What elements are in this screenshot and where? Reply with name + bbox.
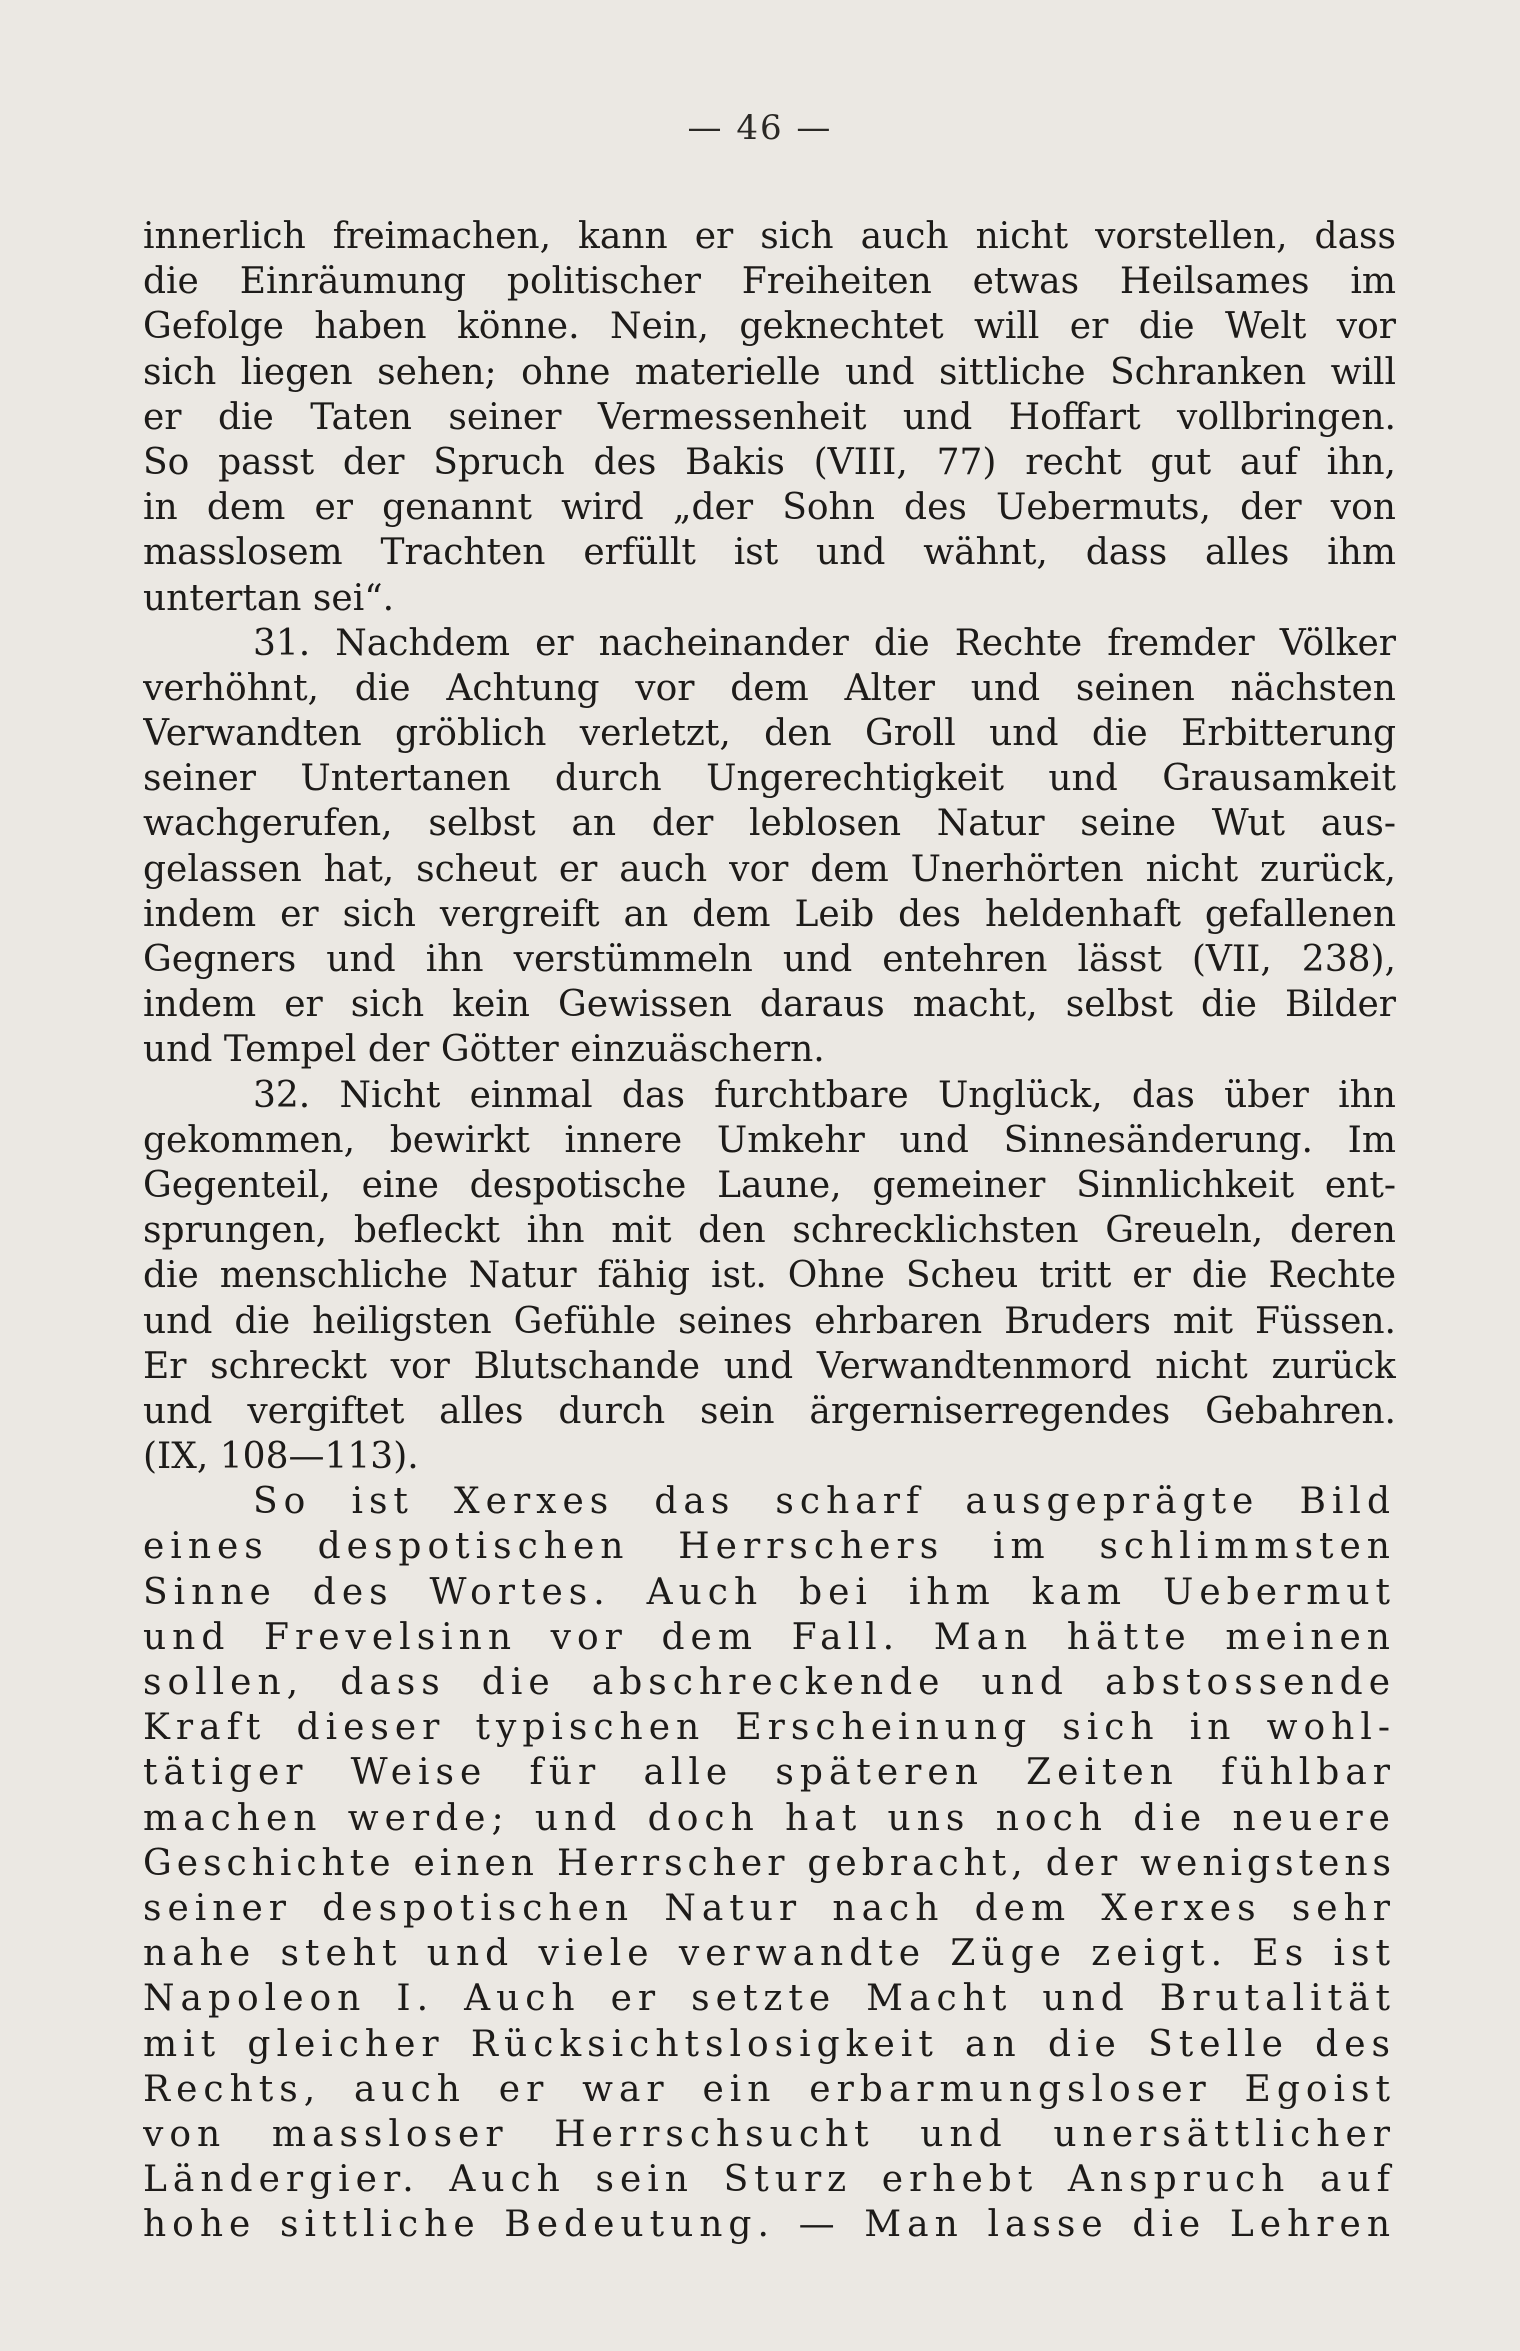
text-line: in dem er genannt wird „der Sohn des Uebermuts, der von [143,487,1396,529]
spaced-text-line: Rechts, auch er war ein erbarmungsloser Egoist [143,2068,1396,2110]
text-line: untertan sei“. [143,577,395,619]
text-line: Er schreckt vor Blutschande und Verwandtenmord nicht zurück [143,1345,1396,1387]
text-line: die Einräumung politischer Freiheiten etwas Heilsames im [143,261,1396,303]
text-line: Gegenteil, eine despotische Laune, gemeiner Sinnlichkeit ent- [143,1164,1396,1206]
spaced-text-line: machen werde; und doch hat uns noch die neuere [143,1797,1396,1839]
spaced-text-line: sollen, dass die abschreckende und abstossende [143,1662,1396,1703]
paragraph-31-start: 31. Nachdem er nacheinander die Rechte fremder Völker [253,622,1396,664]
text-line: und die heiligsten Gefühle seines ehrbaren Bruders mit Füssen. [143,1300,1396,1342]
spaced-text-line: Ländergier. Auch sein Sturz erhebt Anspruch auf [143,2159,1396,2201]
text-line: verhöhnt, die Achtung vor dem Alter und seinen nächsten [143,667,1396,709]
paragraph-32-start: 32. Nicht einmal das furchtbare Unglück, das über ihn [253,1074,1396,1116]
text-line: und Tempel der Götter einzuäschern. [143,1029,825,1071]
text-line: (IX, 108—113). [143,1436,419,1478]
text-line: und vergiftet alles durch sein ärgerniserregendes Gebahren. [143,1390,1396,1432]
spaced-text-line: und Frevelsinn vor dem Fall. Man hätte meinen [143,1616,1396,1658]
text-line: sich liegen sehen; ohne materielle und sittliche Schranken will [143,351,1396,393]
text-line: gelassen hat, scheut er auch vor dem Unerhörten nicht zurück, [143,848,1396,890]
spaced-text-line: hohe sittliche Bedeutung. — Man lasse die Lehren [143,2204,1396,2246]
page-number: — 46 — [687,108,833,148]
text-line: gekommen, bewirkt innere Umkehr und Sinnesänderung. Im [143,1119,1396,1161]
text-line: sprungen, befleckt ihn mit den schrecklichsten Greueln, deren [143,1210,1396,1252]
spaced-text-line: Sinne des Wortes. Auch bei ihm kam Uebermut [143,1571,1396,1613]
spaced-text-line: seiner despotischen Natur nach dem Xerxes sehr [143,1887,1396,1929]
text-line: seiner Untertanen durch Ungerechtigkeit und Grausamkeit [143,758,1396,800]
text-line: wachgerufen, selbst an der leblosen Natur seine Wut aus- [143,803,1396,845]
spaced-text-line: von massloser Herrschsucht und unersättlicher [143,2113,1396,2155]
spaced-text-line: tätiger Weise für alle späteren Zeiten fühlbar [143,1752,1396,1794]
text-line: Gefolge haben könne. Nein, geknechtet will er die Welt vor [143,306,1396,348]
text-line: Gegners und ihn verstümmeln und entehren lässt (VII, 238), [143,939,1396,980]
text-line: die menschliche Natur fähig ist. Ohne Scheu tritt er die Rechte [143,1255,1396,1297]
spaced-text-line: nahe steht und viele verwandte Züge zeigt. Es ist [143,1933,1396,1975]
text-line: So passt der Spruch des Bakis (VIII, 77) recht gut auf ihn, [143,441,1396,483]
spaced-text-line: Kraft dieser typischen Erscheinung sich in wohl- [143,1707,1396,1749]
text-line: er die Taten seiner Vermessenheit und Hoffart vollbringen. [143,396,1396,438]
text-line: innerlich freimachen, kann er sich auch nicht vorstellen, dass [143,216,1396,257]
text-line: indem er sich kein Gewissen daraus macht, selbst die Bilder [143,984,1396,1026]
text-line: masslosem Trachten erfüllt ist und wähnt, dass alles ihm [143,532,1396,574]
text-line: Verwandten gröblich verletzt, den Groll und die Erbitterung [143,713,1396,755]
body-text [143,214,1396,2247]
spaced-text-line: mit gleicher Rücksichtslosigkeit an die Stelle des [143,2023,1396,2065]
spaced-text-line: Geschichte einen Herrscher gebracht, der wenigstens [143,1842,1396,1884]
text-line: indem er sich vergreift an dem Leib des heldenhaft gefallenen [143,893,1396,935]
spaced-paragraph-start: So ist Xerxes das scharf ausgeprägte Bild [253,1481,1396,1523]
spaced-text-line: eines despotischen Herrschers im schlimmsten [143,1526,1396,1568]
spaced-text-line: Napoleon I. Auch er setzte Macht und Brutalität [143,1978,1396,2020]
